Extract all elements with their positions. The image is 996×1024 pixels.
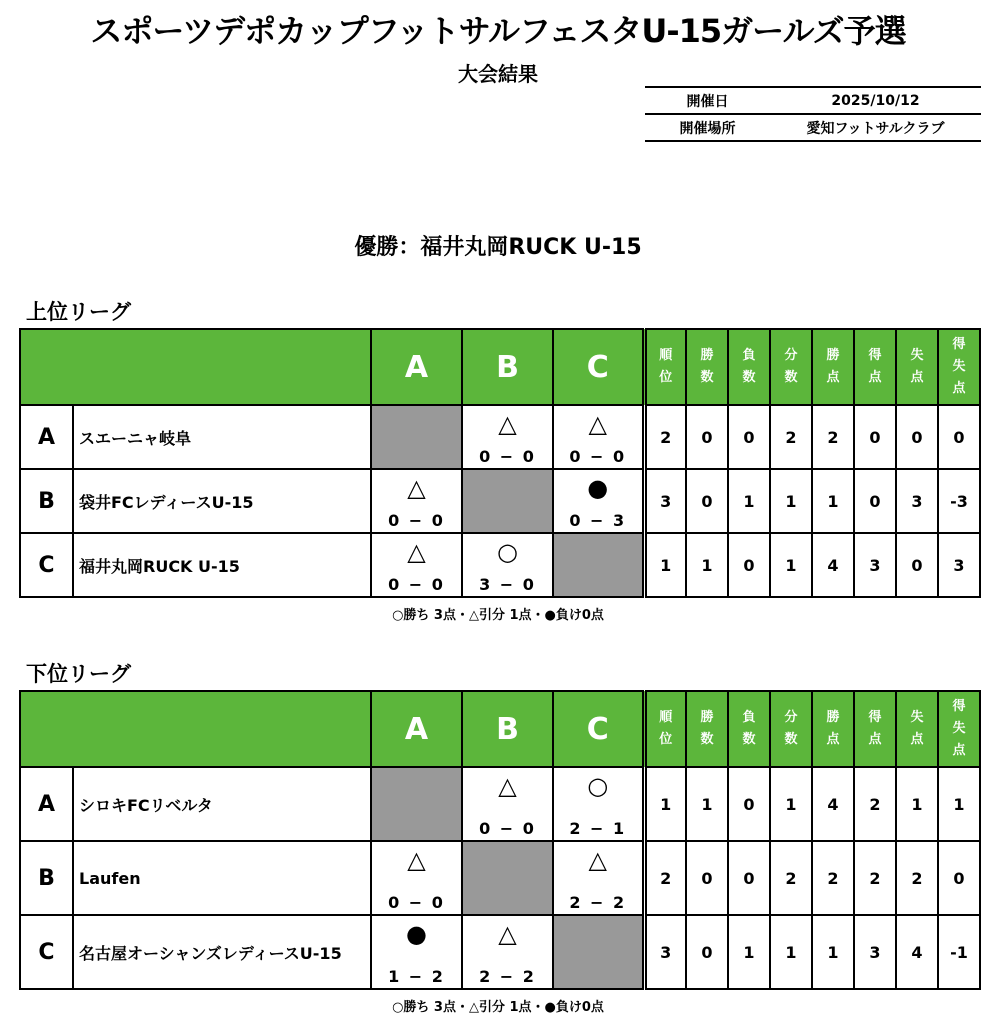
team-row [20,767,980,841]
stat-value: 1 [686,767,728,841]
upper-league-title: 上位リーグ [26,300,131,324]
match-result [463,534,552,596]
team-name: 福井丸岡RUCK U-15 [73,533,371,597]
row-label: A [20,405,73,469]
venue-label: 開催場所 [645,114,770,141]
header-blank [20,329,371,405]
stat-value: 0 [728,405,770,469]
stat-header: 勝 数 [686,329,728,405]
stat-value: 1 [770,767,812,841]
self-match-cell [371,767,462,841]
result-symbol-icon: △ [588,846,607,874]
match-score: 2 − 2 [479,967,536,986]
stat-value: 2 [644,405,686,469]
stat-value: 1 [812,915,854,989]
stat-value: 2 [812,405,854,469]
team-row [20,405,980,469]
match-result-cell [462,405,553,469]
stat-value: 4 [896,915,938,989]
stat-value: 1 [644,767,686,841]
stat-header: 勝 点 [812,691,854,767]
stat-value: 1 [728,915,770,989]
self-match-cell [462,841,553,915]
match-result-cell [462,767,553,841]
result-symbol-icon: △ [498,920,517,948]
team-name: スエーニャ岐阜 [73,405,371,469]
stat-header: 分 数 [770,329,812,405]
stat-value: 4 [812,533,854,597]
self-match-cell [462,469,553,533]
match-result [463,768,552,840]
team-name: 袋井FCレディースU-15 [73,469,371,533]
stat-header: 得 失 点 [938,691,980,767]
result-symbol-icon: △ [498,772,517,800]
match-result [554,768,642,840]
stat-header: 得 点 [854,691,896,767]
page-title: スポーツデポカップフットサルフェスタU-15ガールズ予選 [90,12,906,50]
stat-value: 0 [686,405,728,469]
match-result [554,470,642,532]
col-header-c: C [553,691,644,767]
stat-value: 3 [938,533,980,597]
stat-value: 1 [770,915,812,989]
date-value: 2025/10/12 [770,87,981,114]
stat-value: 2 [644,841,686,915]
stat-value: -3 [938,469,980,533]
stat-value: 3 [644,915,686,989]
row-label: A [20,767,73,841]
col-header-b: B [462,691,553,767]
stat-value: 2 [896,841,938,915]
lower-league-title: 下位リーグ [26,662,131,686]
stat-header: 失 点 [896,691,938,767]
match-score: 0 − 0 [388,511,445,530]
team-row [20,915,980,989]
self-match-cell [553,533,644,597]
stat-value: 0 [728,767,770,841]
stat-value: 0 [896,533,938,597]
upper-league-table [19,328,981,598]
match-result-cell [553,767,644,841]
result-symbol-icon: ○ [497,538,518,566]
team-name: Laufen [73,841,371,915]
match-score: 0 − 0 [569,447,627,466]
venue-value: 愛知フットサルクラブ [770,114,981,141]
stat-value: 0 [896,405,938,469]
stat-header: 失 点 [896,329,938,405]
match-result-cell [553,841,644,915]
stat-value: 3 [644,469,686,533]
stat-value: 3 [854,915,896,989]
stat-value: 2 [854,841,896,915]
result-symbol-icon: △ [498,410,517,438]
match-result [372,916,461,988]
match-result [372,534,461,596]
row-label: C [20,533,73,597]
team-name: 名古屋オーシャンズレディースU-15 [73,915,371,989]
self-match-cell [371,405,462,469]
stat-value: 2 [812,841,854,915]
stat-value: 2 [770,405,812,469]
col-header-b: B [462,329,553,405]
stat-value: -1 [938,915,980,989]
stat-value: 1 [644,533,686,597]
champion-text: 優勝：福井丸岡RUCK U-15 [354,235,642,260]
result-symbol-icon: ● [587,474,609,502]
stat-value: 0 [728,533,770,597]
stat-value: 2 [770,841,812,915]
stat-value: 1 [770,469,812,533]
stat-header: 分 数 [770,691,812,767]
stat-header: 勝 点 [812,329,854,405]
lower-legend: ○勝ち 3点・△引分 1点・●負け0点 [392,1000,604,1015]
stat-value: 1 [770,533,812,597]
stat-value: 0 [728,841,770,915]
team-row [20,841,980,915]
row-label: C [20,915,73,989]
stat-value: 0 [938,841,980,915]
stat-value: 2 [854,767,896,841]
match-score: 3 − 0 [479,575,536,594]
match-result-cell [371,841,462,915]
stat-value: 1 [728,469,770,533]
match-result-cell [371,915,462,989]
match-result-cell [553,405,644,469]
match-result-cell [553,469,644,533]
match-result [554,842,642,914]
match-score: 0 − 0 [388,575,445,594]
match-result-cell [371,533,462,597]
lower-league-table [19,690,981,990]
page-subtitle: 大会結果 [458,62,538,86]
result-symbol-icon: △ [407,538,426,566]
match-result-cell [462,915,553,989]
stat-value: 4 [812,767,854,841]
stat-value: 1 [896,767,938,841]
match-result-cell [371,469,462,533]
header-row [20,329,980,405]
match-score: 2 − 1 [569,819,627,838]
event-info-table [645,86,981,142]
date-label: 開催日 [645,87,770,114]
match-result [554,406,642,468]
result-symbol-icon: △ [407,474,426,502]
match-result-cell [462,533,553,597]
match-score: 0 − 0 [388,893,445,912]
team-row [20,533,980,597]
row-label: B [20,469,73,533]
match-result [372,842,461,914]
match-result [463,406,552,468]
stat-value: 0 [854,469,896,533]
header-blank [20,691,371,767]
match-score: 0 − 3 [569,511,627,530]
stat-value: 0 [938,405,980,469]
stat-value: 1 [938,767,980,841]
stat-header: 順 位 [644,329,686,405]
stat-header: 負 数 [728,691,770,767]
result-symbol-icon: △ [588,410,607,438]
row-label: B [20,841,73,915]
stat-header: 得 失 点 [938,329,980,405]
stat-value: 3 [854,533,896,597]
stat-value: 0 [686,469,728,533]
team-name: シロキFCリベルタ [73,767,371,841]
stat-value: 1 [686,533,728,597]
match-score: 2 − 2 [569,893,627,912]
result-symbol-icon: ● [406,920,427,948]
header-row [20,691,980,767]
stat-value: 0 [686,841,728,915]
stat-value: 0 [686,915,728,989]
stat-value: 1 [812,469,854,533]
result-symbol-icon: ○ [587,772,609,800]
stat-value: 3 [896,469,938,533]
team-row [20,469,980,533]
col-header-a: A [371,329,462,405]
stat-header: 勝 数 [686,691,728,767]
result-symbol-icon: △ [407,846,426,874]
stat-header: 順 位 [644,691,686,767]
stat-value: 0 [854,405,896,469]
stat-header: 得 点 [854,329,896,405]
stat-header: 負 数 [728,329,770,405]
match-score: 0 − 0 [479,819,536,838]
self-match-cell [553,915,644,989]
match-result [463,916,552,988]
match-score: 0 − 0 [479,447,536,466]
col-header-a: A [371,691,462,767]
match-result [372,470,461,532]
col-header-c: C [553,329,644,405]
match-score: 1 − 2 [388,967,445,986]
upper-legend: ○勝ち 3点・△引分 1点・●負け0点 [392,608,604,623]
